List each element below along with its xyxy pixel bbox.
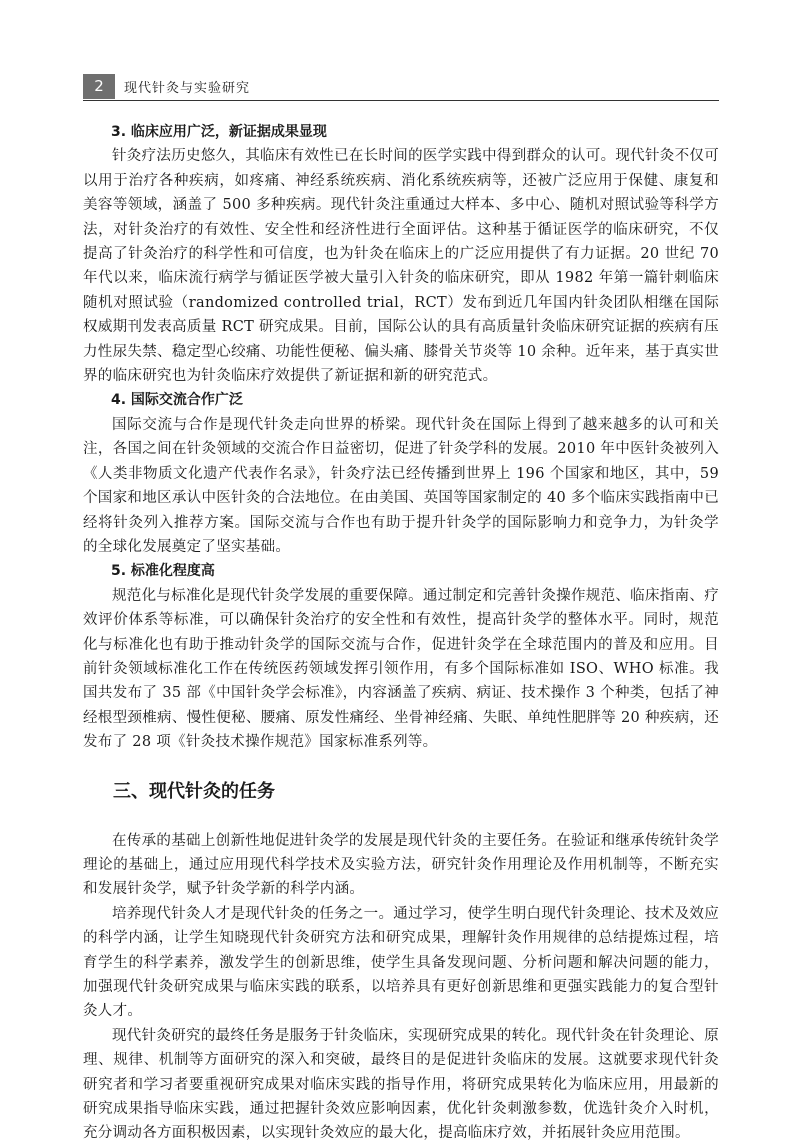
paragraph: 针灸疗法历史悠久，其临床有效性已在长时间的医学实践中得到群众的认可。现代针灸不仅可以用于治疗各种疾病，如疼痛、神经系统疾病、消化系统疾病等，还被广泛应用于保健、康复和美容等领域，涵盖了 500 多种疾病。现代针灸注重通过大样本、多中心、随机对照试验等科学方法，对针灸治疗的有效性、安全性和经济性进行全面评估。这种基于循证医学的临床研究，不仅提高了针灸治疗的科学性和可信度，也为针灸在临床上的广泛应用提供了有力证据。20 世纪 70 年代以来，临床流行病学与循证医学被大量引入针灸的临床研究，即从 1982 年第一篇针刺临床随机对照试验（randomized controlled trial，RCT）发布到近几年国内针灸团队相继在国际权威期刊发表高质量 RCT 研究成果。目前，国际公认的具有高质量针灸临床研究证据的疾病有压力性尿失禁、稳定型心绞痛、功能性便秘、偏头痛、膝骨关节炎等 10 余种。近年来，基于真实世界的临床研究也为针灸临床疗效提供了新证据和新的研究范式。 [83,148,719,385]
page-body [83,120,719,1146]
running-header [83,74,719,101]
running-title: 现代针灸与实验研究 [124,81,251,96]
paragraph: 现代针灸研究的最终任务是服务于针灸临床，实现研究成果的转化。现代针灸在针灸理论、原理、规律、机制等方面研究的深入和突破，最终目的是促进针灸临床的发展。这就要求现代针灸研究者和学习者要重视研究成果对临床实践的指导作用，将研究成果转化为临床应用，用最新的研究成果指导临床实践，通过把握针灸效应影响因素，优化针灸刺激参数，优选针灸介入时机，充分调动各方面积极因素，以实现针灸效应的最大化，提高临床疗效，并拓展针灸应用范围。 [83,1027,719,1142]
subsection-heading: 3. 临床应用广泛，新证据成果显现 [111,124,327,140]
page-number: 2 [83,74,115,99]
paragraph: 在传承的基础上创新性地促进针灸学的发展是现代针灸的主要任务。在验证和继承传统针灸学理论的基础上，通过应用现代科学技术及实验方法，研究针灸作用理论及作用机制等，不断充实和发展针灸学，赋予针灸学新的科学内涵。 [83,832,719,898]
subsection-heading: 5. 标准化程度高 [111,563,215,580]
subsection-heading: 4. 国际交流合作广泛 [111,392,243,409]
paragraph: 规范化与标准化是现代针灸学发展的重要保障。通过制定和完善针灸操作规范、临床指南、疗效评价体系等标准，可以确保针灸治疗的安全性和有效性，提高针灸学的整体水平。同时，规范化与标准化也有助于推动针灸学的国际交流与合作，促进针灸学在全球范围内的普及和应用。目前针灸领域标准化工作在传统医药领域发挥引领作用，有多个国际标准如 ISO、WHO 标准。我国共发布了 35 部《中国针灸学会标准》，内容涵盖了疾病、病证、技术操作 3 个种类，包括了神经根型颈椎病、慢性便秘、腰痛、原发性痛经、坐骨神经痛、失眠、单纯性肥胖等 20 种疾病，还发布了 28 项《针灸技术操作规范》国家标准系列等。 [83,587,719,751]
paragraph: 国际交流与合作是现代针灸走向世界的桥梁。现代针灸在国际上得到了越来越多的认可和关注，各国之间在针灸领域的交流合作日益密切，促进了针灸学科的发展。2010 年中医针灸被列入《人类非物质文化遗产代表作名录》，针灸疗法已经传播到世界上 196 个国家和地区，其中，59 个国家和地区承认中医针灸的合法地位。在由美国、英国等国家制定的 40 多个临床实践指南中已经将针灸列入推荐方案。国际交流与合作也有助于提升针灸学的国际影响力和竞争力，为针灸学的全球化发展奠定了坚实基础。 [83,416,719,555]
section-heading: 三、现代针灸的任务 [113,780,275,802]
paragraph: 培养现代针灸人才是现代针灸的任务之一。通过学习，使学生明白现代针灸理论、技术及效应的科学内涵，让学生知晓现代针灸研究方法和研究成果，理解针灸作用规律的总结提炼过程，培育学生的科学素养，激发学生的创新思维，使学生具备发现问题、分析问题和解决问题的能力，加强现代针灸研究成果与临床实践的联系，以培养具有更好创新思维和更强实践能力的复合型针灸人才。 [83,905,719,1020]
